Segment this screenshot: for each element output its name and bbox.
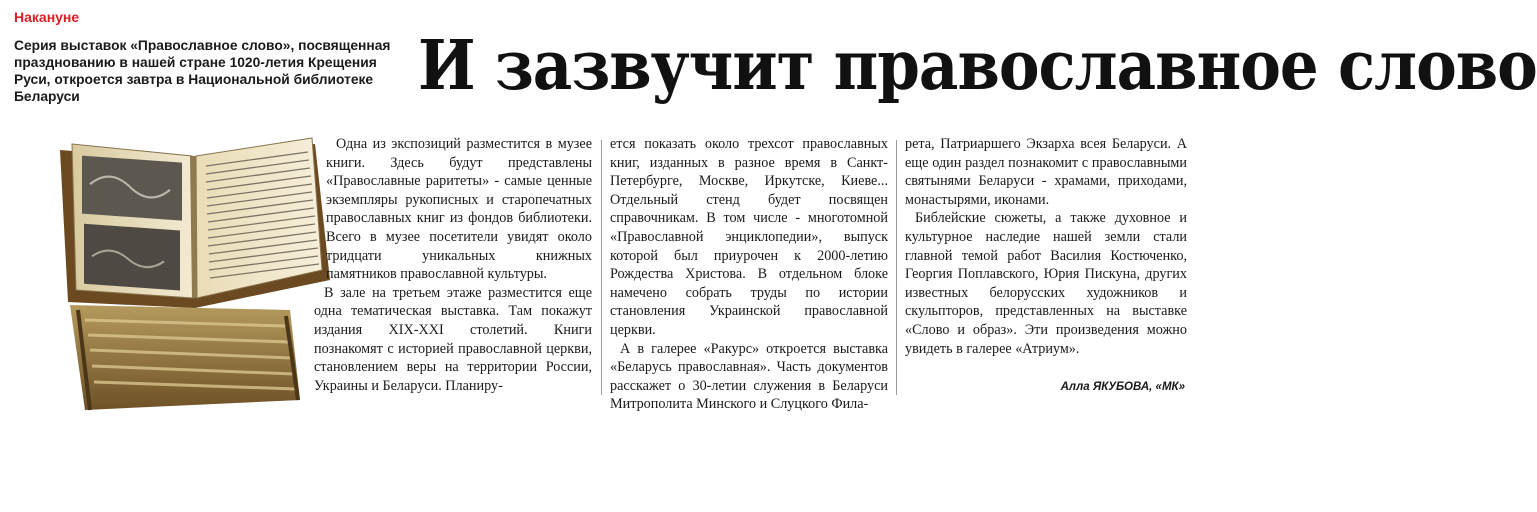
- column-1-paragraph-2: В зале на третьем этаже разместится еще одна тематическая выставка. Там покажут издания XIX-XXI столетий. Книги познакомят с историей православной церкви, становлением веры на территории России, Украины и Беларуси. Планиру-: [314, 284, 592, 394]
- author-signature: Алла ЯКУБОВА, «МК»: [1060, 381, 1185, 393]
- headline: И зазвучит православное слово: [418, 26, 1537, 107]
- column-3-paragraph-2: Библейские сюжеты, а также духовное и культурное наследие нашей земли стали главной темой работ Василия Костюченко, Георгия Поплавского, Юрия Пискуна, других известных белорусских художников и скульпторов, представленных на выставке «Слово и образ». Эти произведения можно увидеть в галерее «Атриум».: [905, 210, 1187, 357]
- column-2-paragraph-1: ется показать около трехсот православных книг, изданных в разное время в Санкт-Петербурге, Москве, Иркутске, Киеве... Отдельный стенд будет посвящен справочникам. В том числе - многотомной «Православной энциклопедии», выпуск которой был приурочен к 2000-летию Рождества Христова. В отдельном блоке намечено собрать труды по истории становления Украинской православной церкви.: [610, 136, 888, 338]
- column-rule-2: [896, 140, 897, 395]
- column-3-paragraph-1: рета, Патриаршего Экзарха всея Беларуси. А еще один раздел познакомит с православными святынями Беларуси - храмами, приходами, монастырями, иконами.: [905, 136, 1187, 208]
- article-column-1: [314, 135, 592, 395]
- column-2-paragraph-2: А в галерее «Ракурс» откроется выставка «Беларусь православная». Часть документов расскажет о 30-летии служения в Беларуси Митрополита Минского и Слуцкого Фила-: [610, 340, 888, 413]
- column-1-paragraph-1: Одна из экспозиций разместится в музее книги. Здесь будут представлены «Православные раритеты» - самые ценные экземпляры рукописных и старопечатных православных книг из фондов библиотеки. Всего в музее посетители увидят около тридцати уникальных книжных памятников православной культуры.: [326, 136, 592, 283]
- open-book-photo: [30, 130, 340, 420]
- article-column-2: [610, 135, 888, 414]
- lead-paragraph: Серия выставок «Православное слово», посвященная празднованию в нашей стране 1020-летия Крещения Руси, откроется завтра в Национальной библиотеке Беларуси: [14, 38, 391, 104]
- rubric-label: Накануне: [14, 9, 80, 25]
- column-rule-1: [601, 140, 602, 395]
- article-column-3: [905, 135, 1187, 358]
